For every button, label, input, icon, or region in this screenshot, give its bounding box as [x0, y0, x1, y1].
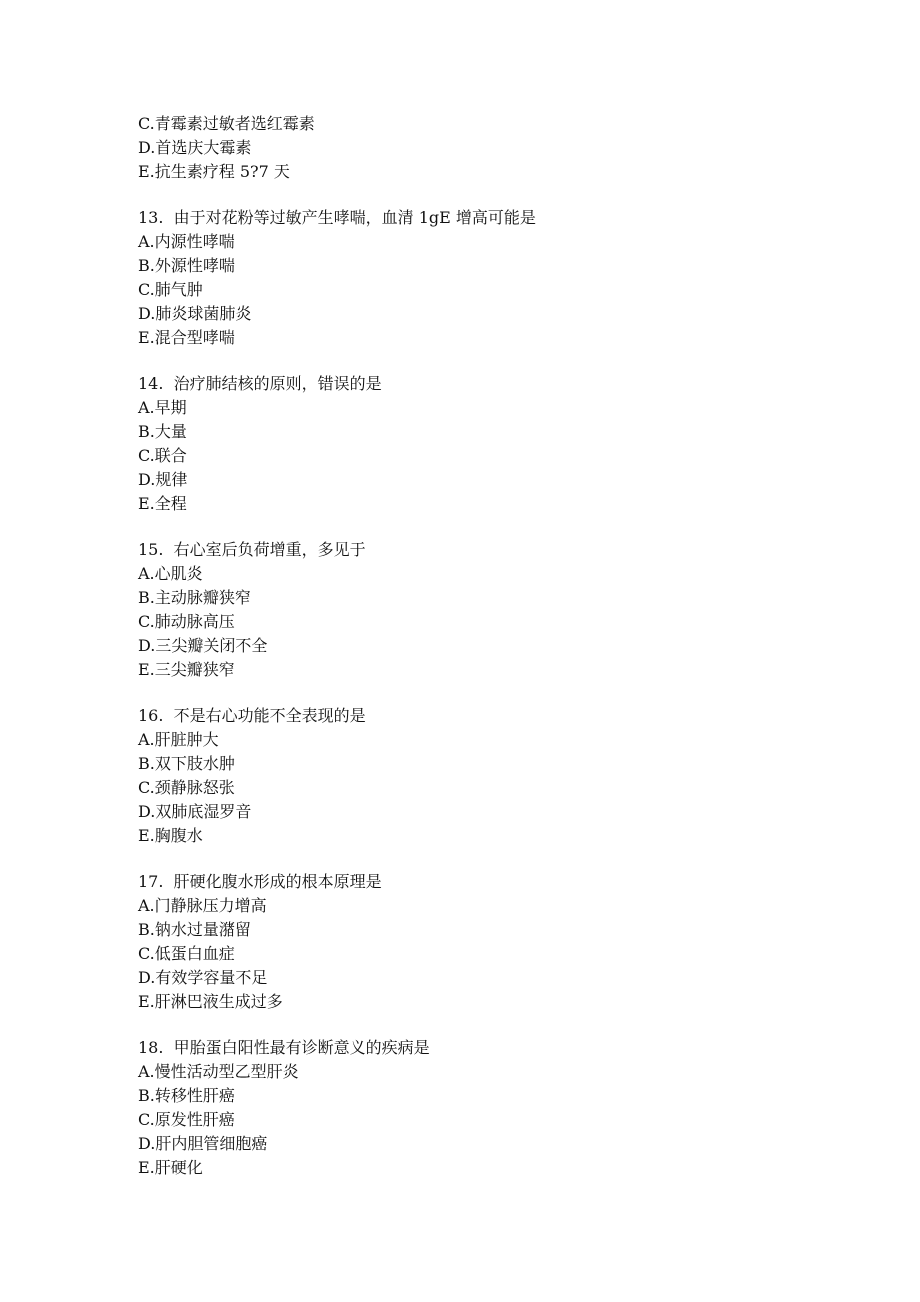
- question-title: 17. 肝硬化腹水形成的根本原理是: [138, 872, 382, 891]
- option-line: A.慢性活动型乙型肝炎: [138, 1062, 299, 1081]
- option-line: A.早期: [138, 398, 187, 417]
- option-line: D.肝内胆管细胞癌: [138, 1134, 268, 1153]
- question-title: 18. 甲胎蛋白阳性最有诊断意义的疾病是: [138, 1038, 430, 1057]
- option-line: C.原发性肝癌: [138, 1110, 235, 1129]
- question-title: 15. 右心室后负荷增重，多见于: [138, 540, 366, 559]
- document-page: [138, 112, 858, 1202]
- question-17: [138, 870, 858, 1014]
- option-line: C.肺动脉高压: [138, 612, 235, 631]
- option-line: A.内源性哮喘: [138, 232, 235, 251]
- option-line: E.三尖瓣狭窄: [138, 660, 235, 679]
- option-line: C.低蛋白血症: [138, 944, 235, 963]
- option-line: C.颈静脉怒张: [138, 778, 235, 797]
- option-line: A.心肌炎: [138, 564, 203, 583]
- option-line: D.双肺底湿罗音: [138, 802, 252, 821]
- option-line: E.混合型哮喘: [138, 328, 235, 347]
- option-line: B.双下肢水肿: [138, 754, 235, 773]
- option-line: D.肺炎球菌肺炎: [138, 304, 252, 323]
- question-16: [138, 704, 858, 848]
- option-line: A.肝脏肿大: [138, 730, 219, 749]
- option-line: E.肝淋巴液生成过多: [138, 992, 283, 1011]
- lead-options-block: [138, 112, 858, 184]
- option-line: C.联合: [138, 446, 187, 465]
- option-line: D.首选庆大霉素: [138, 138, 252, 157]
- option-line: D.规律: [138, 470, 188, 489]
- question-13: [138, 206, 858, 350]
- option-line: E.肝硬化: [138, 1158, 203, 1177]
- option-line: E.全程: [138, 494, 187, 513]
- question-title: 16. 不是右心功能不全表现的是: [138, 706, 366, 725]
- option-line: C.肺气肿: [138, 280, 203, 299]
- option-line: D.有效学容量不足: [138, 968, 268, 987]
- question-18: [138, 1036, 858, 1180]
- option-line: B.转移性肝癌: [138, 1086, 235, 1105]
- question-15: [138, 538, 858, 682]
- option-line: B.大量: [138, 422, 187, 441]
- option-line: B.钠水过量潴留: [138, 920, 251, 939]
- option-line: B.外源性哮喘: [138, 256, 235, 275]
- option-line: B.主动脉瓣狭窄: [138, 588, 251, 607]
- option-line: A.门静脉压力增高: [138, 896, 267, 915]
- option-line: C.青霉素过敏者选红霉素: [138, 114, 315, 133]
- question-title: 13. 由于对花粉等过敏产生哮喘，血清 1gE 增高可能是: [138, 208, 536, 227]
- option-line: E.抗生素疗程 5?7 天: [138, 162, 290, 181]
- option-line: D.三尖瓣关闭不全: [138, 636, 268, 655]
- question-14: [138, 372, 858, 516]
- question-title: 14. 治疗肺结核的原则，错误的是: [138, 374, 382, 393]
- option-line: E.胸腹水: [138, 826, 203, 845]
